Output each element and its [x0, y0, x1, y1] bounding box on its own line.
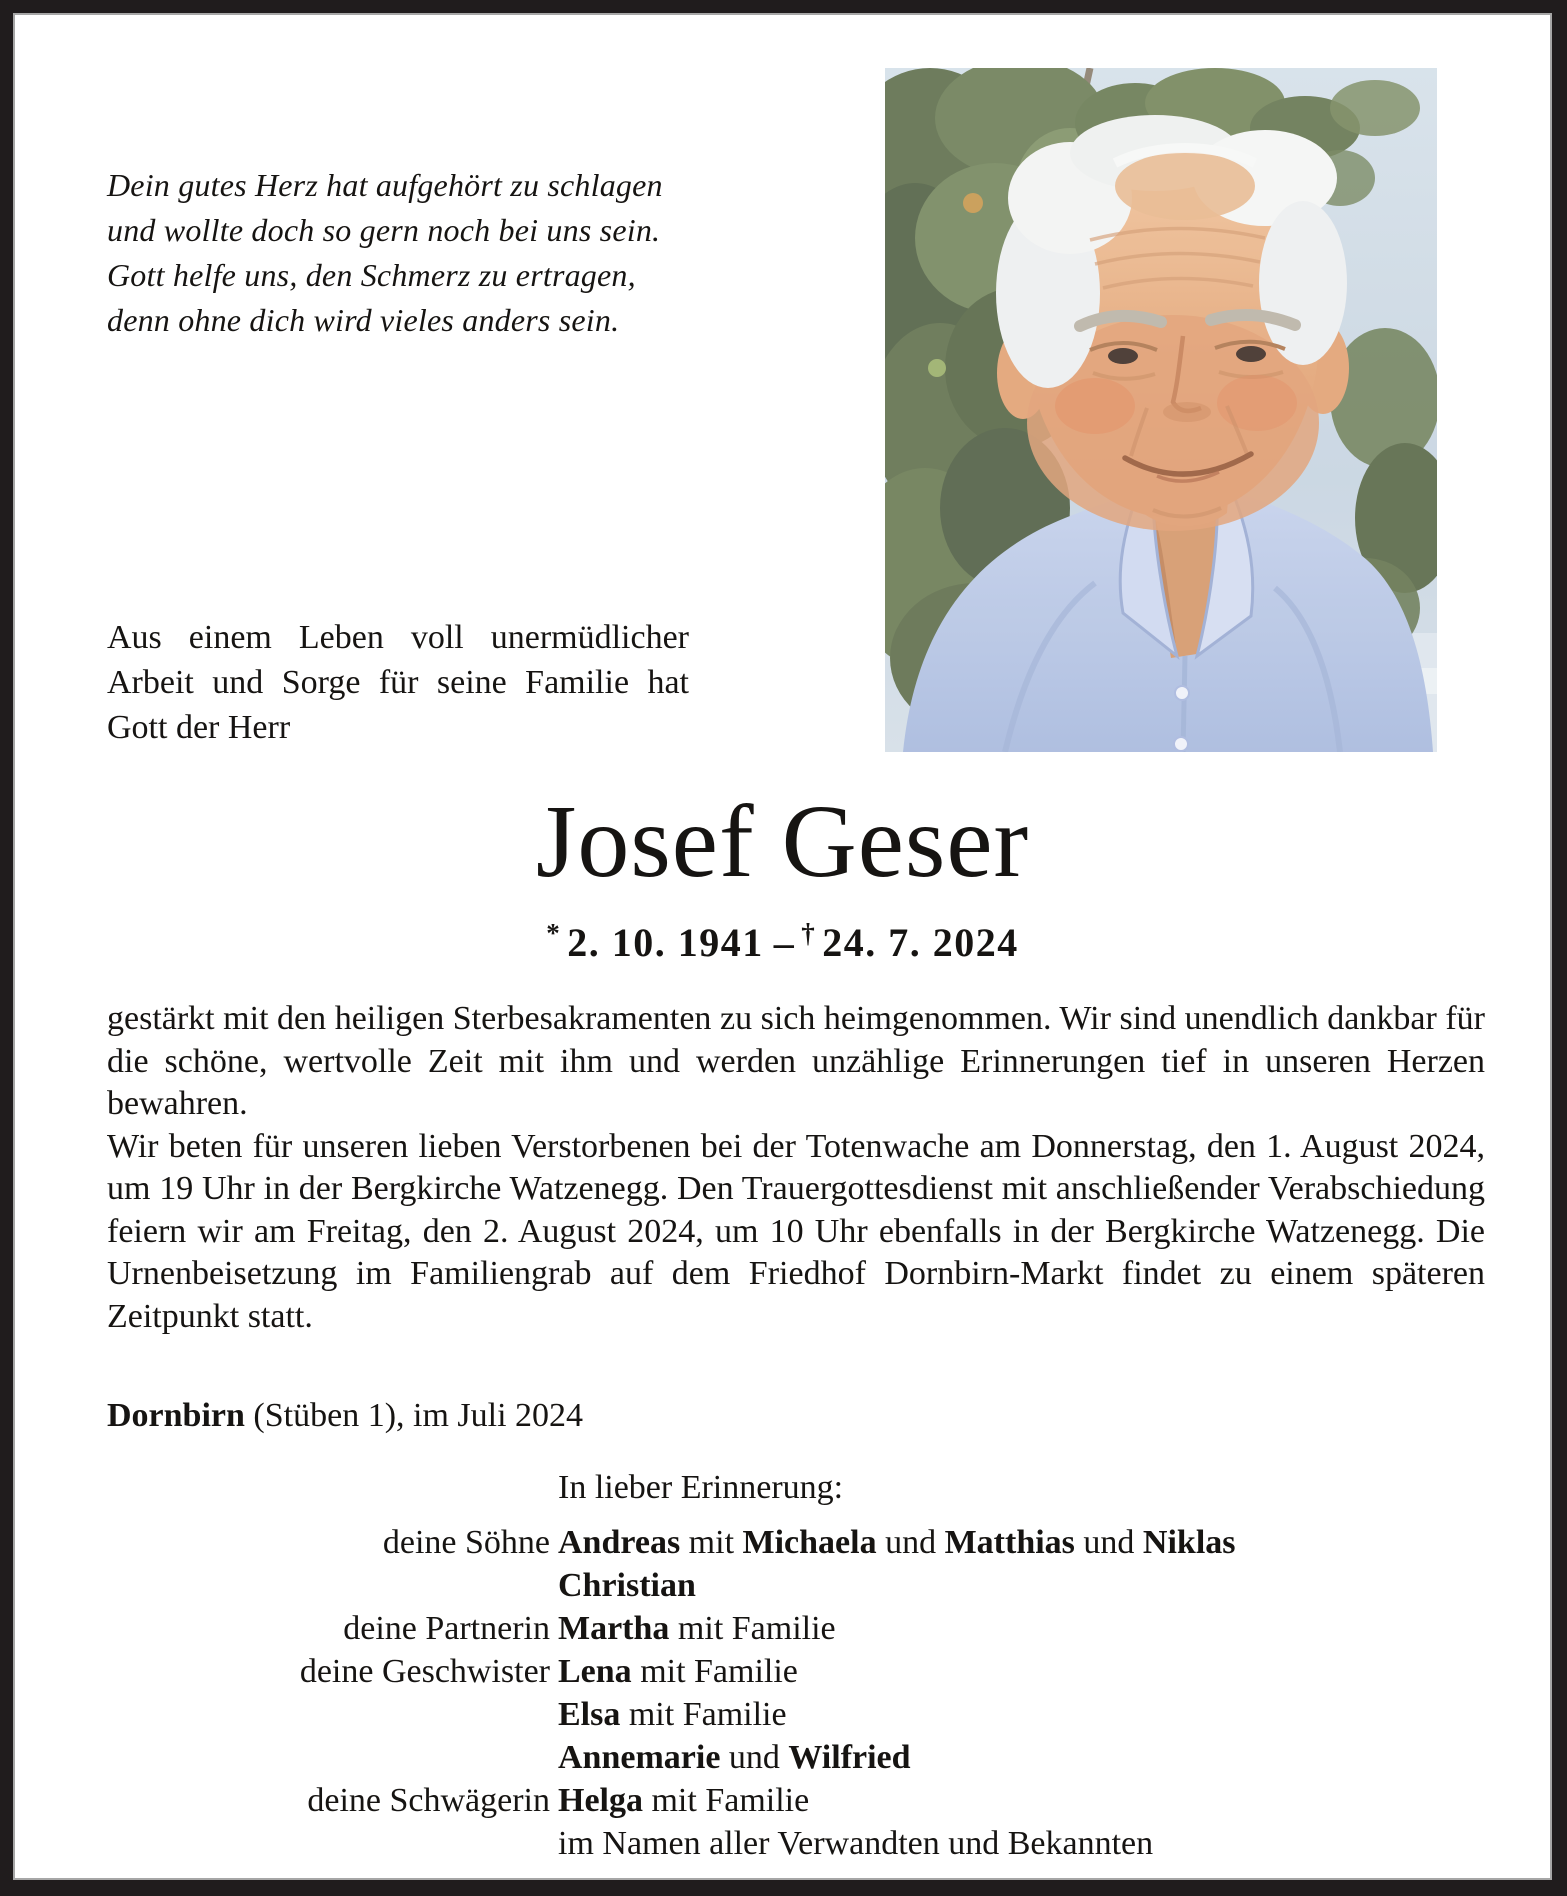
obituary-sheet: [13, 13, 1552, 1880]
death-symbol: †: [801, 918, 817, 948]
photo-wash: [885, 68, 1437, 752]
relation-label: [107, 1693, 550, 1736]
relation-label: deine Schwägerin: [307, 1782, 550, 1819]
remembrance-row: [107, 1822, 1495, 1865]
relation-label: [107, 1564, 550, 1607]
remembrance-row: [107, 1564, 1495, 1607]
verse-line: Dein gutes Herz hat aufgehört zu schlagen: [107, 167, 663, 203]
relation-label: deine Geschwister: [299, 1653, 550, 1690]
dateline: [107, 1395, 1485, 1437]
mourner-names: Christian: [558, 1567, 696, 1604]
relation-label: [107, 1822, 550, 1865]
remembrance-row: [107, 1779, 1495, 1822]
relation-label: [107, 1736, 550, 1779]
announcement-text: [107, 998, 1485, 1338]
remembrance-row: [107, 1607, 1495, 1650]
relation-label: deine Partnerin: [343, 1610, 550, 1647]
remembrance-list: [107, 1521, 1495, 1865]
portrait-photo: [885, 68, 1437, 752]
announcement-paragraph: gestärkt mit den heiligen Sterbesakramenten zu sich heimgenommen. Wir sind unendlich dankbar für die schöne, wertvolle Zeit mit ihm und werden unzählige Erinnerungen tief in unseren Herzen bewahren.: [107, 1000, 1485, 1122]
death-date: 24. 7. 2024: [822, 920, 1019, 965]
birth-date: 2. 10. 1941: [567, 920, 764, 965]
remembrance-row: [107, 1693, 1495, 1736]
mourner-names: Andreas mit Michaela und Matthias und Niklas: [558, 1524, 1236, 1561]
remembrance-heading: In lieber Erinnerung:: [558, 1469, 844, 1506]
remembrance-row: [107, 1650, 1495, 1693]
mourner-names: Martha mit Familie: [558, 1610, 836, 1647]
verse-line: Gott helfe uns, den Schmerz zu ertragen,: [107, 257, 636, 293]
verse-line: und wollte doch so gern noch bei uns sein.: [107, 212, 661, 248]
life-dates: [15, 918, 1550, 966]
mourner-names: Lena mit Familie: [558, 1653, 798, 1690]
mourner-names: Elsa mit Familie: [558, 1696, 787, 1733]
remembrance-row: [107, 1521, 1495, 1564]
portrait-illustration: [885, 68, 1437, 752]
remembrance-row: [107, 1736, 1495, 1779]
mourner-names: Annemarie und Wilfried: [558, 1739, 911, 1776]
condolence-verse: [107, 163, 707, 343]
relation-label: deine Söhne: [382, 1524, 550, 1561]
mourner-names: im Namen aller Verwandten und Bekannten: [558, 1825, 1154, 1862]
dateline-place: Dornbirn: [107, 1397, 245, 1434]
verse-line: denn ohne dich wird vieles anders sein.: [107, 302, 620, 338]
mourner-names: Helga mit Familie: [558, 1782, 810, 1819]
deceased-name: Josef Geser: [535, 784, 1030, 899]
birth-symbol: *: [546, 918, 562, 948]
intro-paragraph: Aus einem Leben voll unermüdlicher Arbeit und Sorge für seine Familie hat Gott der Herr: [107, 619, 689, 746]
date-separator: –: [773, 920, 796, 965]
dateline-rest: (Stüben 1), im Juli 2024: [244, 1397, 584, 1434]
funeral-details-paragraph: Wir beten für unseren lieben Verstorbenen bei der Totenwache am Donnerstag, den 1. August 2024, um 19 Uhr in der Bergkirche Watzenegg. Den Trauergottesdienst mit anschließender Verabschiedung feiern wir am Freitag, den 2. August 2024, um 10 Uhr ebenfalls in der Bergkirche Watzenegg. Die Urnenbeisetzung im Familiengrab auf dem Friedhof Dornbirn-Markt findet zu einem späteren Zeitpunkt statt.: [107, 1127, 1485, 1335]
